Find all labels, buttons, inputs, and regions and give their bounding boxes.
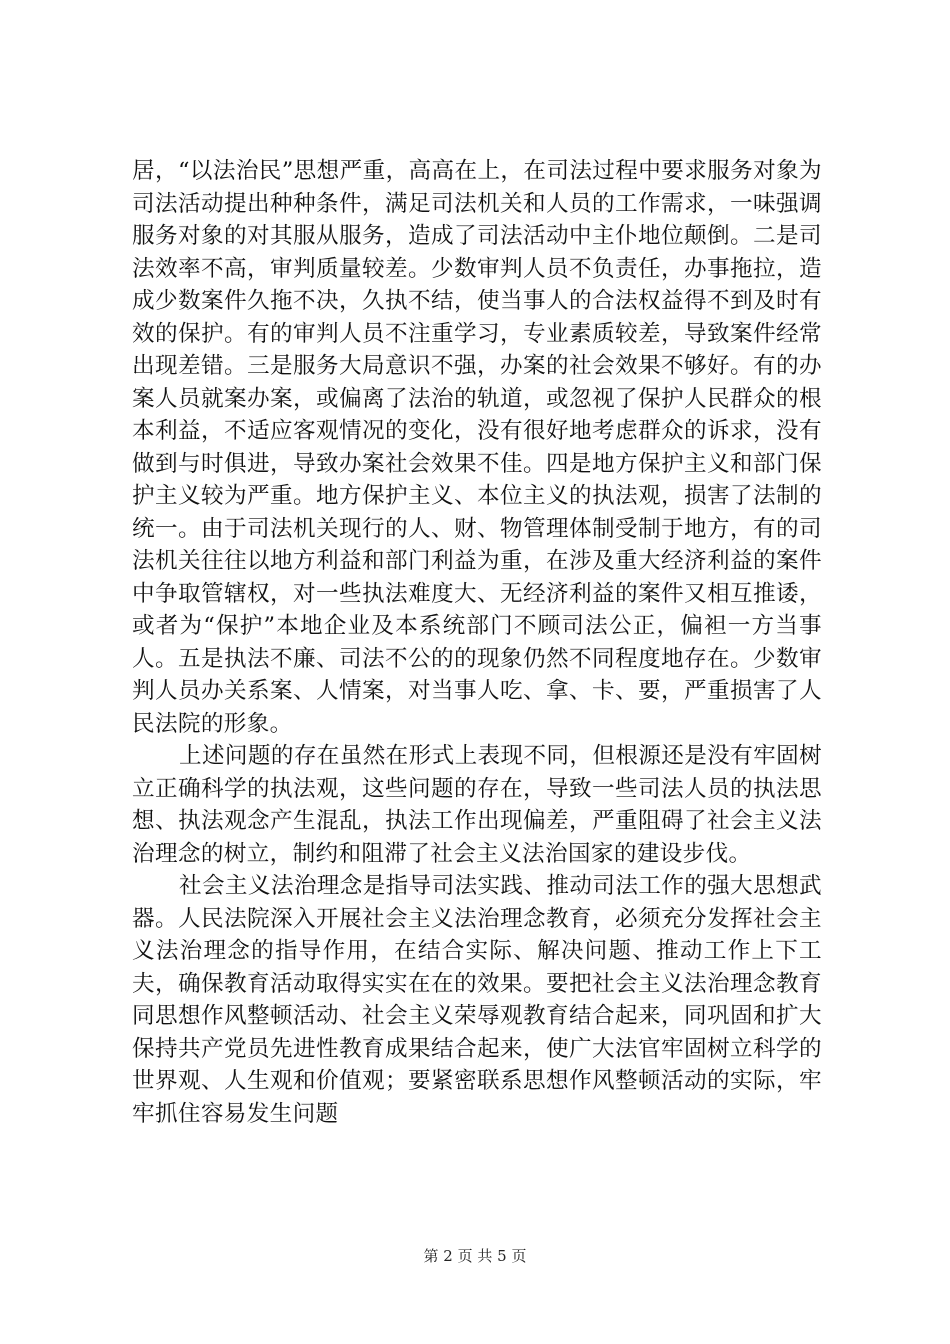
paragraph-3: 社会主义法治理念是指导司法实践、推动司法工作的强大思想武器。人民法院深入开展社会主义法治理念教育，必须充分发挥社会主义法治理念的指导作用，在结合实际、解决问题、推动工作上下工夫，确保教育活动取得实实在在的效果。要把社会主义法治理念教育同思想作风整顿活动、社会主义荣辱观教育结合起来，同巩固和扩大保持共产党员先进性教育成果结合起来，使广大法官牢固树立科学的世界观、人生观和价值观；要紧密联系思想作风整顿活动的实际，牢牢抓住容易发生问题 — [132, 873, 822, 1127]
page-number-footer: 第 2 页 共 5 页 — [423, 1247, 527, 1265]
body-text — [132, 155, 822, 1130]
paragraph-2: 上述问题的存在虽然在形式上表现不同，但根源还是没有牢固树立正确科学的执法观，这些问题的存在，导致一些司法人员的执法思想、执法观念产生混乱，执法工作出现偏差，严重阻碍了社会主义法治理念的树立，制约和阻滞了社会主义法治国家的建设步伐。 — [132, 743, 822, 867]
paragraph-1: 居，“以法治民”思想严重，高高在上，在司法过程中要求服务对象为司法活动提出种种条件，满足司法机关和人员的工作需求，一味强调服务对象的对其服从服务，造成了司法活动中主仆地位颠倒。二是司法效率不高，审判质量较差。少数审判人员不负责任，办事拖拉，造成少数案件久拖不决，久执不结，使当事人的合法权益得不到及时有效的保护。有的审判人员不注重学习，专业素质较差，导致案件经常出现差错。三是服务大局意识不强，办案的社会效果不够好。有的办案人员就案办案，或偏离了法治的轨道，或忽视了保护人民群众的根本利益，不适应客观情况的变化，没有很好地考虑群众的诉求，没有做到与时俱进，导致办案社会效果不佳。四是地方保护主义和部门保护主义较为严重。地方保护主义、本位主义的执法观，损害了法制的统一。由于司法机关现行的人、财、物管理体制受制于地方，有的司法机关往往以地方利益和部门利益为重，在涉及重大经济利益的案件中争取管辖权，对一些执法难度大、无经济利益的案件又相互推诿，或者为“保护”本地企业及本系统部门不顾司法公正，偏袒一方当事人。五是执法不廉、司法不公的的现象仍然不同程度地存在。少数审判人员办关系案、人情案，对当事人吃、拿、卡、要，严重损害了人民法院的形象。 — [132, 158, 822, 737]
